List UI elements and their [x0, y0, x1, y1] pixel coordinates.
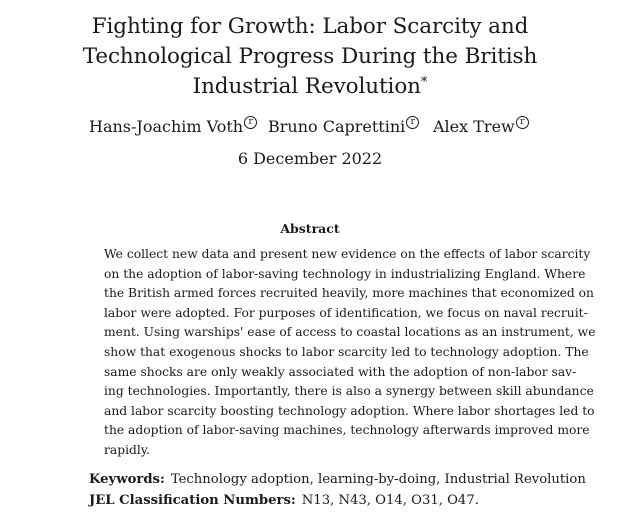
author-3-mark: r: [516, 116, 529, 129]
jel-text: N13, N43, O14, O31, O47.: [301, 493, 479, 508]
author-2-mark: r: [406, 116, 419, 129]
keywords-line: [89, 472, 586, 487]
jel-label: JEL Classification Numbers:: [89, 493, 296, 508]
keywords-text: Technology adoption, learning-by-doing, Industrial Revolution: [170, 472, 586, 487]
jel-line: [89, 493, 479, 508]
author-3-name: Alex Trew: [433, 117, 515, 136]
author-list: [0, 116, 525, 140]
abstract-line: ment. Using warships' ease of access to coastal locations as an instrument, we: [104, 325, 596, 340]
title-line-1: Fighting for Growth: Labor Scarcity and: [91, 14, 529, 39]
abstract-line: ing technologies. Importantly, there is also a synergy between skill abundance: [104, 384, 594, 399]
title-line-2: Technological Progress During the British: [82, 44, 538, 69]
abstract-line: labor were adopted. For purposes of identification, we focus on naval recruit-: [104, 305, 588, 320]
abstract-line: on the adoption of labor-saving technology in industrializing England. Where: [104, 266, 586, 281]
author-3: [433, 116, 529, 136]
abstract-line: We collect new data and present new evidence on the effects of labor scarcity: [104, 247, 591, 261]
abstract-line: rapidly.: [104, 442, 151, 457]
title-line-3: [80, 72, 540, 102]
author-1-name: Hans-Joachim Voth: [89, 117, 244, 136]
abstract-line: the British armed forces recruited heavily, more machines that economized on: [104, 286, 594, 301]
abstract-heading: Abstract: [280, 221, 340, 236]
author-1: [89, 116, 257, 136]
title-footnote-mark: *: [420, 75, 428, 90]
paper-title: [80, 12, 540, 102]
author-2: [268, 116, 419, 136]
abstract-line: same shocks are only weakly associated with the adoption of non-labor sav-: [104, 364, 577, 379]
title-line-3-text: Industrial Revolution: [192, 74, 421, 99]
paper-date: 6 December 2022: [237, 149, 383, 168]
author-2-name: Bruno Caprettini: [268, 117, 406, 136]
abstract-line: show that exogenous shocks to labor scarcity led to technology adoption. The: [104, 344, 589, 359]
abstract-line: and labor scarcity boosting technology adoption. Where labor shortages led to: [104, 403, 595, 418]
abstract-line: the adoption of labor-saving machines, technology afterwards improved more: [104, 423, 590, 438]
abstract-body: [104, 245, 596, 461]
keywords-label: Keywords:: [89, 472, 165, 487]
author-1-mark: r: [244, 116, 257, 129]
